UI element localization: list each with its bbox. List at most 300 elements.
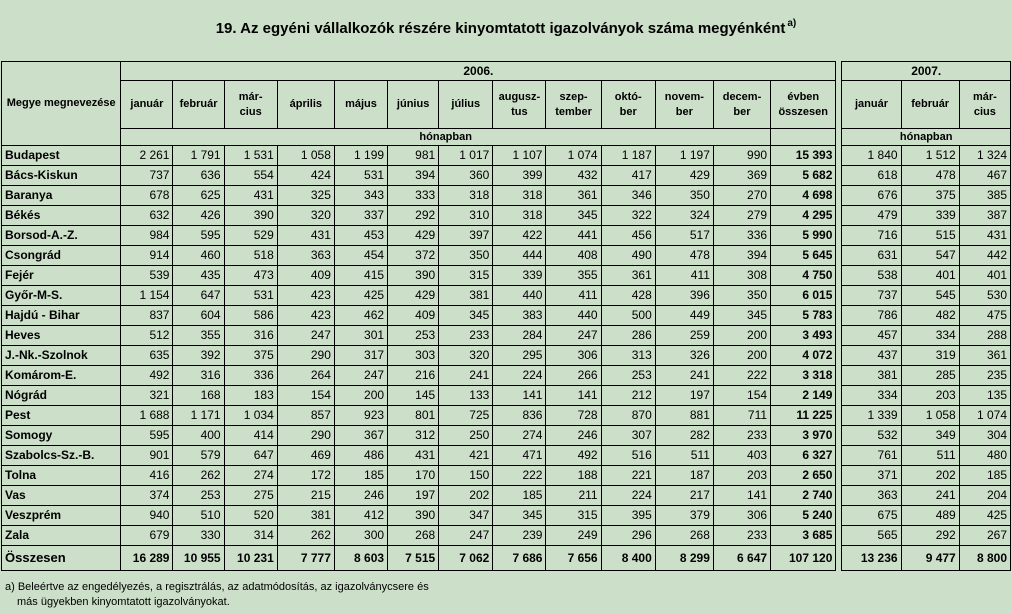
footnote [5, 580, 429, 610]
value-cell: 7 515 [388, 546, 439, 571]
value-cell: 940 [121, 506, 173, 526]
value-cell: 411 [546, 286, 601, 306]
county-name: Fejér [2, 266, 121, 286]
value-cell: 390 [388, 266, 439, 286]
table-row [2, 326, 1011, 346]
unit-header-2006: hónapban [121, 129, 771, 146]
value-cell: 408 [546, 246, 601, 266]
table-row [2, 446, 1011, 466]
value-cell: 292 [901, 526, 959, 546]
value-cell: 422 [493, 226, 546, 246]
value-cell: 492 [121, 366, 173, 386]
value-cell: 510 [173, 506, 224, 526]
value-cell: 318 [493, 206, 546, 226]
value-cell: 314 [224, 526, 277, 546]
table-row [2, 526, 1011, 546]
value-cell: 415 [334, 266, 387, 286]
value-cell: 914 [121, 246, 173, 266]
table-row [2, 466, 1011, 486]
value-cell: 343 [334, 186, 387, 206]
value-cell: 217 [655, 486, 713, 506]
value-cell: 197 [655, 386, 713, 406]
value-cell: 401 [901, 266, 959, 286]
county-name: Tolna [2, 466, 121, 486]
value-cell: 1 199 [334, 146, 387, 166]
value-cell: 1 107 [493, 146, 546, 166]
value-cell: 530 [959, 286, 1010, 306]
value-cell: 211 [546, 486, 601, 506]
table-row [2, 406, 1011, 426]
value-cell: 390 [224, 206, 277, 226]
value-cell: 241 [655, 366, 713, 386]
value-cell: 321 [121, 386, 173, 406]
value-cell: 625 [173, 186, 224, 206]
value-cell: 647 [224, 446, 277, 466]
value-cell: 432 [546, 166, 601, 186]
table-row [2, 146, 1011, 166]
value-cell: 253 [173, 486, 224, 506]
value-cell: 170 [388, 466, 439, 486]
value-cell: 285 [901, 366, 959, 386]
value-cell: 478 [901, 166, 959, 186]
value-cell: 457 [842, 326, 901, 346]
value-cell: 423 [277, 306, 334, 326]
value-cell: 246 [334, 486, 387, 506]
annual-total-cell: 2 740 [771, 486, 836, 506]
value-cell: 325 [277, 186, 334, 206]
value-cell: 216 [388, 366, 439, 386]
value-cell: 241 [901, 486, 959, 506]
value-cell: 1 017 [439, 146, 493, 166]
value-cell: 345 [439, 306, 493, 326]
county-name: Somogy [2, 426, 121, 446]
value-cell: 531 [224, 286, 277, 306]
value-cell: 355 [173, 326, 224, 346]
value-cell: 222 [493, 466, 546, 486]
value-cell: 8 603 [334, 546, 387, 571]
table-row [2, 386, 1011, 406]
value-cell: 290 [277, 426, 334, 446]
value-cell: 647 [173, 286, 224, 306]
value-cell: 401 [959, 266, 1010, 286]
month-header-2007-0: január [842, 81, 901, 129]
value-cell: 385 [959, 186, 1010, 206]
annual-total-cell: 2 149 [771, 386, 836, 406]
value-cell: 456 [601, 226, 655, 246]
value-cell: 518 [224, 246, 277, 266]
value-cell: 394 [388, 166, 439, 186]
value-cell: 282 [655, 426, 713, 446]
value-cell: 728 [546, 406, 601, 426]
value-cell: 1 688 [121, 406, 173, 426]
value-cell: 414 [224, 426, 277, 446]
value-cell: 215 [277, 486, 334, 506]
value-cell: 286 [601, 326, 655, 346]
value-cell: 631 [842, 246, 901, 266]
value-cell: 247 [277, 326, 334, 346]
value-cell: 517 [655, 226, 713, 246]
value-cell: 224 [601, 486, 655, 506]
table-row [2, 306, 1011, 326]
table-row [2, 286, 1011, 306]
value-cell: 511 [655, 446, 713, 466]
value-cell: 429 [388, 226, 439, 246]
value-cell: 675 [842, 506, 901, 526]
value-cell: 375 [901, 186, 959, 206]
value-cell: 326 [655, 346, 713, 366]
value-cell: 383 [493, 306, 546, 326]
value-cell: 233 [713, 526, 770, 546]
value-cell: 141 [713, 486, 770, 506]
value-cell: 531 [334, 166, 387, 186]
value-cell: 1 034 [224, 406, 277, 426]
table-row [2, 166, 1011, 186]
value-cell: 412 [334, 506, 387, 526]
value-cell: 837 [121, 306, 173, 326]
value-cell: 595 [121, 426, 173, 446]
table-row [2, 506, 1011, 526]
value-cell: 716 [842, 226, 901, 246]
value-cell: 200 [334, 386, 387, 406]
annual-total-cell: 3 493 [771, 326, 836, 346]
value-cell: 480 [959, 446, 1010, 466]
value-cell: 425 [334, 286, 387, 306]
value-cell: 381 [842, 366, 901, 386]
value-cell: 197 [388, 486, 439, 506]
month-header-2006-4: május [334, 81, 387, 129]
value-cell: 185 [959, 466, 1010, 486]
value-cell: 369 [713, 166, 770, 186]
county-name: Bács-Kiskun [2, 166, 121, 186]
value-cell: 381 [439, 286, 493, 306]
value-cell: 400 [173, 426, 224, 446]
month-header-2006-1: február [173, 81, 224, 129]
footnote-line: a) Beleértve az engedélyezés, a regisztrálás, az adatmódosítás, az igazolványcsere és [5, 581, 429, 593]
value-cell: 482 [901, 306, 959, 326]
value-cell: 636 [173, 166, 224, 186]
value-cell: 202 [439, 486, 493, 506]
value-cell: 473 [224, 266, 277, 286]
value-cell: 870 [601, 406, 655, 426]
value-cell: 274 [224, 466, 277, 486]
value-cell: 467 [959, 166, 1010, 186]
value-cell: 312 [388, 426, 439, 446]
annual-total-cell: 5 682 [771, 166, 836, 186]
value-cell: 7 062 [439, 546, 493, 571]
value-cell: 595 [173, 226, 224, 246]
value-cell: 1 512 [901, 146, 959, 166]
value-cell: 361 [546, 186, 601, 206]
value-cell: 253 [388, 326, 439, 346]
value-cell: 6 647 [713, 546, 770, 571]
value-cell: 881 [655, 406, 713, 426]
value-cell: 511 [901, 446, 959, 466]
value-cell: 1 058 [901, 406, 959, 426]
value-cell: 901 [121, 446, 173, 466]
month-header-2006-0: január [121, 81, 173, 129]
county-name: Borsod-A.-Z. [2, 226, 121, 246]
annual-total-cell: 3 970 [771, 426, 836, 446]
value-cell: 409 [277, 266, 334, 286]
value-cell: 444 [493, 246, 546, 266]
value-cell: 300 [334, 526, 387, 546]
value-cell: 141 [546, 386, 601, 406]
table-row [2, 426, 1011, 446]
value-cell: 350 [439, 246, 493, 266]
value-cell: 449 [655, 306, 713, 326]
value-cell: 247 [334, 366, 387, 386]
value-cell: 396 [655, 286, 713, 306]
value-cell: 678 [121, 186, 173, 206]
value-cell: 303 [388, 346, 439, 366]
value-cell: 350 [713, 286, 770, 306]
value-cell: 188 [546, 466, 601, 486]
value-cell: 490 [601, 246, 655, 266]
month-header-2006-3: április [277, 81, 334, 129]
value-cell: 437 [842, 346, 901, 366]
county-name: Komárom-E. [2, 366, 121, 386]
value-cell: 221 [601, 466, 655, 486]
value-cell: 520 [224, 506, 277, 526]
month-header-2006-10: novem- ber [655, 81, 713, 129]
value-cell: 279 [713, 206, 770, 226]
value-cell: 337 [334, 206, 387, 226]
value-cell: 268 [388, 526, 439, 546]
title-footnote-marker: a) [787, 18, 797, 29]
county-name: Zala [2, 526, 121, 546]
value-cell: 320 [277, 206, 334, 226]
annual-total-cell: 15 393 [771, 146, 836, 166]
value-cell: 1 531 [224, 146, 277, 166]
value-cell: 8 299 [655, 546, 713, 571]
annual-total-cell: 107 120 [771, 546, 836, 571]
value-cell: 10 955 [173, 546, 224, 571]
month-header-2006-12: évben összesen [771, 81, 836, 129]
value-cell: 150 [439, 466, 493, 486]
value-cell: 737 [121, 166, 173, 186]
table-row [2, 486, 1011, 506]
annual-total-cell: 5 240 [771, 506, 836, 526]
value-cell: 394 [713, 246, 770, 266]
annual-total-cell: 6 015 [771, 286, 836, 306]
county-header: Megye megnevezése [2, 62, 121, 146]
value-cell: 442 [959, 246, 1010, 266]
value-cell: 425 [959, 506, 1010, 526]
value-cell: 711 [713, 406, 770, 426]
value-cell: 512 [121, 326, 173, 346]
value-cell: 417 [601, 166, 655, 186]
value-cell: 318 [439, 186, 493, 206]
value-cell: 379 [655, 506, 713, 526]
value-cell: 441 [546, 226, 601, 246]
value-cell: 274 [493, 426, 546, 446]
value-cell: 267 [959, 526, 1010, 546]
value-cell: 489 [901, 506, 959, 526]
value-cell: 239 [493, 526, 546, 546]
value-cell: 500 [601, 306, 655, 326]
value-cell: 381 [277, 506, 334, 526]
annual-total-cell: 4 698 [771, 186, 836, 206]
value-cell: 554 [224, 166, 277, 186]
value-cell: 460 [173, 246, 224, 266]
value-cell: 145 [388, 386, 439, 406]
value-cell: 1 058 [277, 146, 334, 166]
value-cell: 421 [439, 446, 493, 466]
value-cell: 275 [224, 486, 277, 506]
county-name: Pest [2, 406, 121, 426]
county-name: Csongrád [2, 246, 121, 266]
value-cell: 435 [173, 266, 224, 286]
county-name: Békés [2, 206, 121, 226]
value-cell: 324 [655, 206, 713, 226]
value-cell: 1 339 [842, 406, 901, 426]
table-body [2, 146, 1011, 571]
value-cell: 857 [277, 406, 334, 426]
county-name: Vas [2, 486, 121, 506]
table-title: 19. Az egyéni vállalkozók részére kinyomtatott igazolványok száma megyénként $^{a)}$ [215, 18, 797, 37]
value-cell: 431 [277, 226, 334, 246]
value-cell: 429 [655, 166, 713, 186]
value-cell: 387 [959, 206, 1010, 226]
value-cell: 310 [439, 206, 493, 226]
value-cell: 409 [388, 306, 439, 326]
value-cell: 315 [546, 506, 601, 526]
value-cell: 7 686 [493, 546, 546, 571]
county-name: Budapest [2, 146, 121, 166]
value-cell: 1 074 [959, 406, 1010, 426]
value-cell: 471 [493, 446, 546, 466]
value-cell: 315 [439, 266, 493, 286]
value-cell: 268 [655, 526, 713, 546]
value-cell: 8 400 [601, 546, 655, 571]
value-cell: 347 [439, 506, 493, 526]
value-cell: 545 [901, 286, 959, 306]
value-cell: 339 [901, 206, 959, 226]
value-cell: 984 [121, 226, 173, 246]
value-cell: 249 [546, 526, 601, 546]
value-cell: 135 [959, 386, 1010, 406]
value-cell: 423 [277, 286, 334, 306]
table-header [2, 62, 1011, 146]
year-2007-header: 2007. [842, 62, 1011, 81]
data-table [1, 61, 1011, 571]
value-cell: 154 [713, 386, 770, 406]
value-cell: 431 [959, 226, 1010, 246]
value-cell: 345 [713, 306, 770, 326]
value-cell: 296 [601, 526, 655, 546]
annual-total-cell: 3 318 [771, 366, 836, 386]
unit-header-blank [771, 129, 836, 146]
value-cell: 478 [655, 246, 713, 266]
county-name: Heves [2, 326, 121, 346]
value-cell: 1 074 [546, 146, 601, 166]
value-cell: 187 [655, 466, 713, 486]
value-cell: 7 656 [546, 546, 601, 571]
county-name: Nógrád [2, 386, 121, 406]
month-header-2006-6: július [439, 81, 493, 129]
value-cell: 185 [493, 486, 546, 506]
value-cell: 786 [842, 306, 901, 326]
value-cell: 360 [439, 166, 493, 186]
value-cell: 371 [842, 466, 901, 486]
value-cell: 246 [546, 426, 601, 446]
value-cell: 295 [493, 346, 546, 366]
value-cell: 262 [173, 466, 224, 486]
value-cell: 516 [601, 446, 655, 466]
value-cell: 200 [713, 326, 770, 346]
value-cell: 317 [334, 346, 387, 366]
value-cell: 416 [121, 466, 173, 486]
total-row [2, 546, 1011, 571]
month-header-2006-7: augusz- tus [493, 81, 546, 129]
value-cell: 679 [121, 526, 173, 546]
value-cell: 133 [439, 386, 493, 406]
value-cell: 350 [655, 186, 713, 206]
value-cell: 725 [439, 406, 493, 426]
value-cell: 1 187 [601, 146, 655, 166]
month-header-2006-8: szep- tember [546, 81, 601, 129]
value-cell: 292 [388, 206, 439, 226]
value-cell: 203 [901, 386, 959, 406]
month-header-2007-2: már- cius [959, 81, 1010, 129]
value-cell: 429 [388, 286, 439, 306]
value-cell: 308 [713, 266, 770, 286]
value-cell: 1 791 [173, 146, 224, 166]
footnote-line: más ügyekben kinyomtatott igazolványokat. [17, 596, 230, 608]
value-cell: 204 [959, 486, 1010, 506]
month-header-2006-9: októ- ber [601, 81, 655, 129]
value-cell: 224 [493, 366, 546, 386]
value-cell: 676 [842, 186, 901, 206]
value-cell: 290 [277, 346, 334, 366]
annual-total-cell: 3 685 [771, 526, 836, 546]
value-cell: 981 [388, 146, 439, 166]
value-cell: 565 [842, 526, 901, 546]
value-cell: 1 840 [842, 146, 901, 166]
value-cell: 547 [901, 246, 959, 266]
annual-total-cell: 5 990 [771, 226, 836, 246]
value-cell: 363 [277, 246, 334, 266]
value-cell: 836 [493, 406, 546, 426]
value-cell: 618 [842, 166, 901, 186]
value-cell: 259 [655, 326, 713, 346]
value-cell: 539 [121, 266, 173, 286]
value-cell: 306 [546, 346, 601, 366]
month-header-2006-11: decem- ber [713, 81, 770, 129]
value-cell: 336 [224, 366, 277, 386]
value-cell: 355 [546, 266, 601, 286]
value-cell: 349 [901, 426, 959, 446]
value-cell: 330 [173, 526, 224, 546]
annual-total-cell: 2 650 [771, 466, 836, 486]
value-cell: 375 [224, 346, 277, 366]
value-cell: 154 [277, 386, 334, 406]
value-cell: 361 [601, 266, 655, 286]
value-cell: 333 [388, 186, 439, 206]
table-row [2, 206, 1011, 226]
value-cell: 262 [277, 526, 334, 546]
value-cell: 322 [601, 206, 655, 226]
table-row [2, 246, 1011, 266]
value-cell: 801 [388, 406, 439, 426]
value-cell: 424 [277, 166, 334, 186]
value-cell: 233 [713, 426, 770, 446]
value-cell: 392 [173, 346, 224, 366]
value-cell: 363 [842, 486, 901, 506]
month-header-2007-1: február [901, 81, 959, 129]
value-cell: 453 [334, 226, 387, 246]
value-cell: 185 [334, 466, 387, 486]
